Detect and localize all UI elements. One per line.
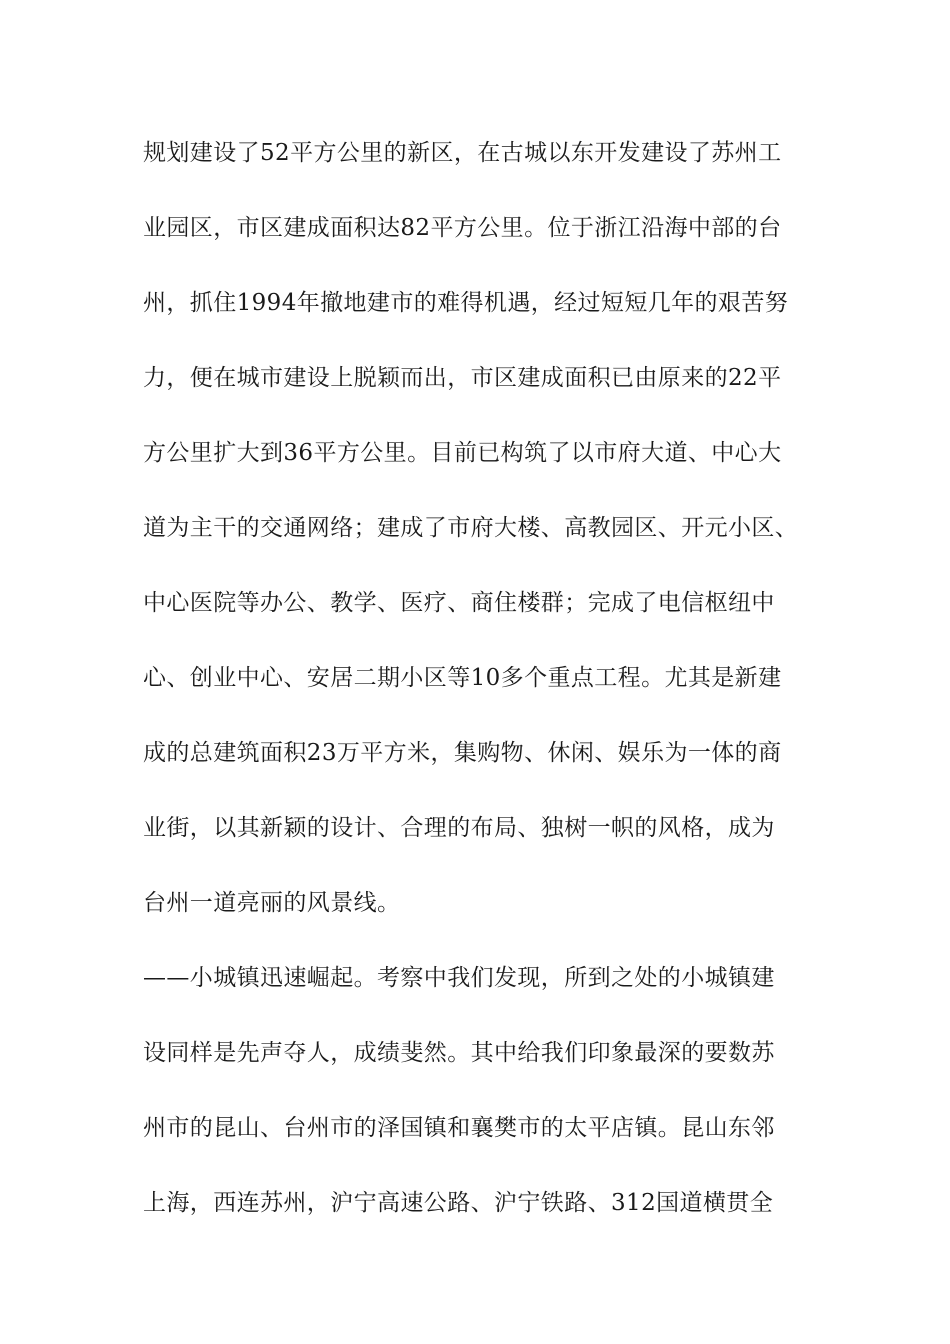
text-line: 道为主干的交通网络；建成了市府大楼、高教园区、开元小区、 bbox=[143, 515, 799, 541]
text-line: 上海，西连苏州，沪宁高速公路、沪宁铁路、312国道横贯全 bbox=[143, 1190, 774, 1216]
text-line: ——小城镇迅速崛起。考察中我们发现，所到之处的小城镇建 bbox=[143, 965, 775, 991]
text-line: 方公里扩大到36平方公里。目前已构筑了以市府大道、中心大 bbox=[143, 440, 782, 466]
text-line: 台州一道亮丽的风景线。 bbox=[143, 890, 401, 916]
text-line: 州，抓住1994年撤地建市的难得机遇，经过短短几年的艰苦努 bbox=[143, 290, 789, 316]
text-line: 业街，以其新颖的设计、合理的布局、独树一帜的风格，成为 bbox=[143, 815, 775, 841]
text-line: 州市的昆山、台州市的泽国镇和襄樊市的太平店镇。昆山东邻 bbox=[143, 1115, 775, 1141]
text-line: 力，便在城市建设上脱颖而出，市区建成面积已由原来的22平 bbox=[143, 365, 782, 391]
text-line: 设同样是先声夺人，成绩斐然。其中给我们印象最深的要数苏 bbox=[143, 1040, 775, 1066]
text-line: 心、创业中心、安居二期小区等10多个重点工程。尤其是新建 bbox=[143, 665, 782, 691]
text-line: 业园区，市区建成面积达82平方公里。位于浙江沿海中部的台 bbox=[143, 215, 782, 241]
text-line: 中心医院等办公、教学、医疗、商住楼群；完成了电信枢纽中 bbox=[143, 590, 775, 616]
text-line: 成的总建筑面积23万平方米，集购物、休闲、娱乐为一体的商 bbox=[143, 740, 782, 766]
text-line: 规划建设了52平方公里的新区，在古城以东开发建设了苏州工 bbox=[143, 140, 782, 166]
